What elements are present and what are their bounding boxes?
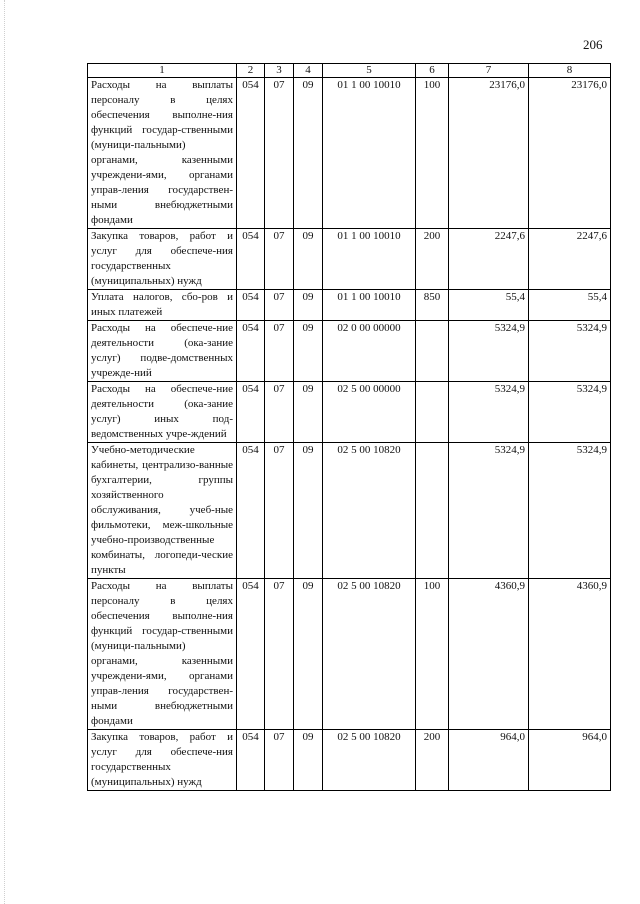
header-cell: 1: [88, 64, 237, 78]
table-body: [88, 78, 611, 791]
ministry-code-cell: 054: [237, 730, 265, 791]
page-number: 206: [583, 37, 603, 52]
row-name-cell: Закупка товаров, работ и услуг для обеспече-ния государственных (муниципальных) нужд: [88, 730, 237, 791]
subsection-code-cell: 09: [294, 443, 323, 579]
section-code-cell: 07: [265, 229, 294, 290]
header-cell: 2: [237, 64, 265, 78]
amount-total-cell: 964,0: [529, 730, 611, 791]
row-name-cell: Расходы на выплаты персоналу в целях обеспечения выполне-ния функций государ-ственными (муници-пальными) органами, казенными учреждени-ями, органами управ-ления государствен-ными внебюджетными фондами: [88, 78, 237, 229]
expense-type-cell: 200: [416, 730, 449, 791]
row-name-cell: Расходы на обеспече-ние деятельности (ока-зание услуг) иных под-ведомственных учре-ждений: [88, 382, 237, 443]
row-name-cell: Уплата налогов, сбо-ров и иных платежей: [88, 290, 237, 321]
amount-total-cell: 5324,9: [529, 382, 611, 443]
amount-cell: 5324,9: [449, 443, 529, 579]
subsection-code-cell: 09: [294, 290, 323, 321]
section-code-cell: 07: [265, 78, 294, 229]
budget-table: [87, 63, 611, 791]
header-cell: 6: [416, 64, 449, 78]
amount-cell: 55,4: [449, 290, 529, 321]
target-article-cell: 02 5 00 00000: [323, 382, 416, 443]
row-name-cell: Расходы на обеспече-ние деятельности (ока-зание услуг) подве-домственных учрежде-ний: [88, 321, 237, 382]
amount-cell: 5324,9: [449, 382, 529, 443]
expense-type-cell: 200: [416, 229, 449, 290]
table-row: [88, 730, 611, 791]
amount-total-cell: 5324,9: [529, 321, 611, 382]
ministry-code-cell: 054: [237, 382, 265, 443]
expense-type-cell: 850: [416, 290, 449, 321]
header-cell: 3: [265, 64, 294, 78]
section-code-cell: 07: [265, 443, 294, 579]
row-name-cell: Расходы на выплаты персоналу в целях обеспечения выполне-ния функций государ-ственными (муници-пальными) органами, казенными учреждени-ями, органами управ-ления государствен-ными внебюджетными фондами: [88, 579, 237, 730]
expense-type-cell: [416, 321, 449, 382]
amount-cell: 4360,9: [449, 579, 529, 730]
section-code-cell: 07: [265, 730, 294, 791]
ministry-code-cell: 054: [237, 78, 265, 229]
subsection-code-cell: 09: [294, 730, 323, 791]
table-row: [88, 290, 611, 321]
amount-total-cell: 55,4: [529, 290, 611, 321]
section-code-cell: 07: [265, 579, 294, 730]
amount-total-cell: 2247,6: [529, 229, 611, 290]
amount-cell: 5324,9: [449, 321, 529, 382]
ministry-code-cell: 054: [237, 443, 265, 579]
subsection-code-cell: 09: [294, 78, 323, 229]
subsection-code-cell: 09: [294, 321, 323, 382]
amount-cell: 23176,0: [449, 78, 529, 229]
amount-total-cell: 5324,9: [529, 443, 611, 579]
header-cell: 4: [294, 64, 323, 78]
subsection-code-cell: 09: [294, 229, 323, 290]
row-name-cell: Закупка товаров, работ и услуг для обеспече-ния государственных (муниципальных) нужд: [88, 229, 237, 290]
section-code-cell: 07: [265, 290, 294, 321]
table-row: [88, 579, 611, 730]
target-article-cell: 02 5 00 10820: [323, 443, 416, 579]
expense-type-cell: 100: [416, 78, 449, 229]
page-edge-dots: [4, 0, 6, 904]
table-header-row: [88, 64, 611, 78]
table-row: [88, 443, 611, 579]
target-article-cell: 01 1 00 10010: [323, 290, 416, 321]
amount-cell: 964,0: [449, 730, 529, 791]
table-row: [88, 78, 611, 229]
ministry-code-cell: 054: [237, 290, 265, 321]
table-row: [88, 321, 611, 382]
subsection-code-cell: 09: [294, 382, 323, 443]
target-article-cell: 02 5 00 10820: [323, 730, 416, 791]
subsection-code-cell: 09: [294, 579, 323, 730]
amount-total-cell: 4360,9: [529, 579, 611, 730]
amount-total-cell: 23176,0: [529, 78, 611, 229]
row-name-cell: Учебно-методические кабинеты, централизо-ванные бухгалтерии, группы хозяйственного обслуживания, учеб-ные фильмотеки, меж-школьные учебно-производственные комбинаты, логопеди-ческие пункты: [88, 443, 237, 579]
header-cell: 5: [323, 64, 416, 78]
header-cell: 7: [449, 64, 529, 78]
target-article-cell: 01 1 00 10010: [323, 229, 416, 290]
section-code-cell: 07: [265, 382, 294, 443]
expense-type-cell: 100: [416, 579, 449, 730]
table-row: [88, 229, 611, 290]
target-article-cell: 02 5 00 10820: [323, 579, 416, 730]
header-cell: 8: [529, 64, 611, 78]
amount-cell: 2247,6: [449, 229, 529, 290]
target-article-cell: 01 1 00 10010: [323, 78, 416, 229]
table-row: [88, 382, 611, 443]
ministry-code-cell: 054: [237, 579, 265, 730]
section-code-cell: 07: [265, 321, 294, 382]
ministry-code-cell: 054: [237, 321, 265, 382]
target-article-cell: 02 0 00 00000: [323, 321, 416, 382]
expense-type-cell: [416, 443, 449, 579]
ministry-code-cell: 054: [237, 229, 265, 290]
expense-type-cell: [416, 382, 449, 443]
